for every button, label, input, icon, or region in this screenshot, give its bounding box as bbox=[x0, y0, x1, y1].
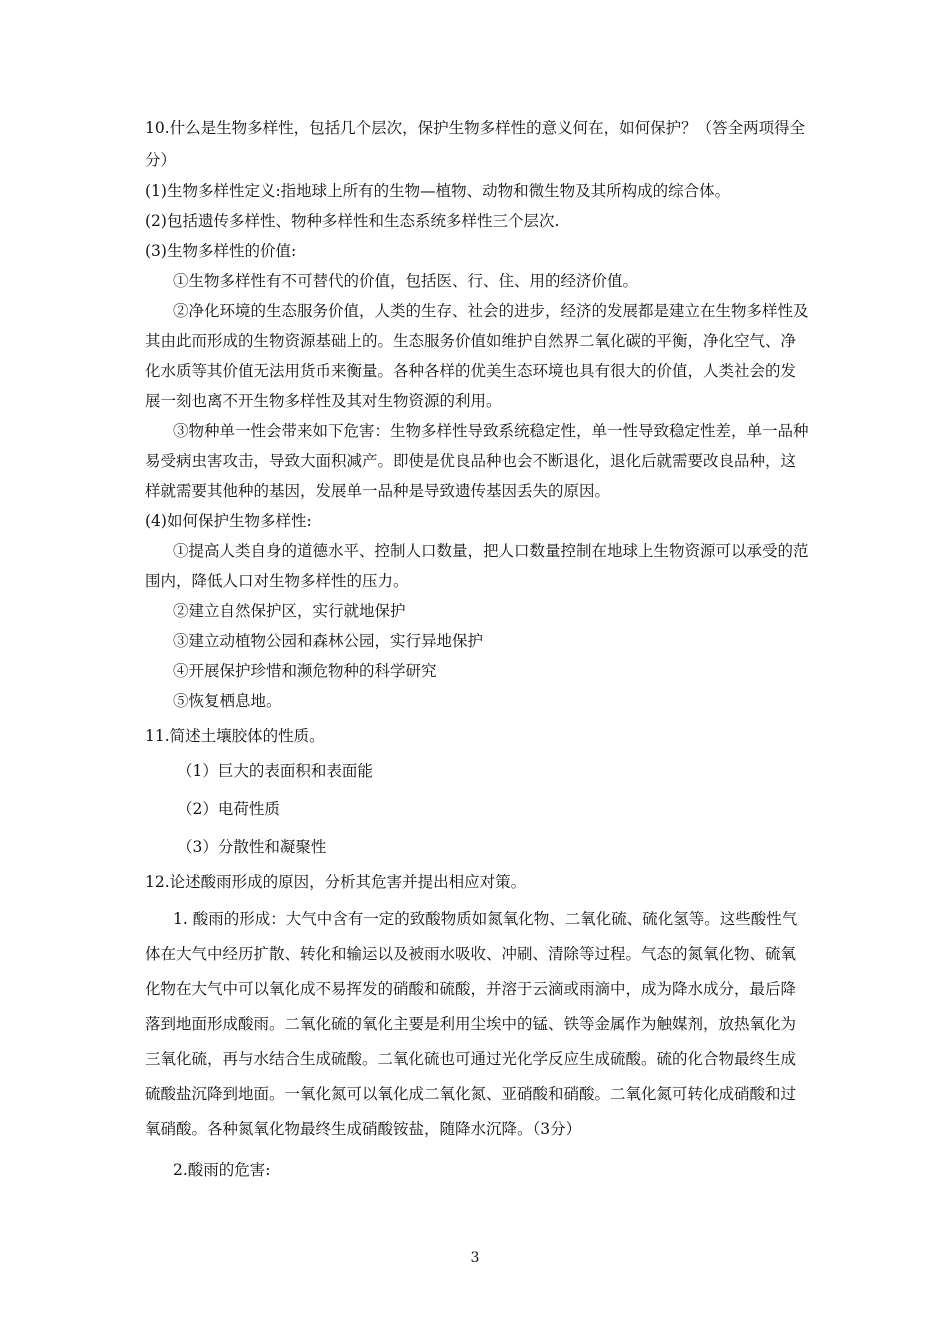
measure-2: ②建立自然保护区，实行就地保护 bbox=[173, 602, 406, 620]
question-10: 10.什么是生物多样性，包括几个层次，保护生物多样性的意义何在，如何保护？（答全两项得全分） bbox=[145, 119, 806, 169]
answer-10-1: (1)生物多样性定义:指地球上所有的生物—植物、动物和微生物及其所构成的综合体。 bbox=[145, 182, 731, 200]
item-11-3: （3）分散性和凝聚性 bbox=[177, 838, 327, 856]
value-3: ③物种单一性会带来如下危害：生物多样性导致系统稳定性，单一性导致稳定性差，单一品种易受病虫害攻击，导致大面积减产。即使是优良品种也会不断退化，退化后就需要改良品种，这样就需要其他种的基因，发展单一品种是导致遗传基因丢失的原因。 bbox=[145, 422, 809, 500]
question-12: 12.论述酸雨形成的原因，分析其危害并提出相应对策。 bbox=[145, 873, 527, 891]
measure-5: ⑤恢复栖息地。 bbox=[173, 692, 282, 710]
measure-4: ④开展保护珍惜和濒危物种的科学研究 bbox=[173, 662, 437, 680]
page-content bbox=[145, 112, 810, 1188]
answer-10-2: (2)包括遗传多样性、物种多样性和生态系统多样性三个层次. bbox=[145, 212, 560, 230]
item-11-1: （1）巨大的表面积和表面能 bbox=[177, 762, 373, 780]
measure-3: ③建立动植物公园和森林公园，实行异地保护 bbox=[173, 632, 484, 650]
answer-10-3: (3)生物多样性的价值: bbox=[145, 242, 297, 260]
answer-12-1: 1. 酸雨的形成：大气中含有一定的致酸物质如氮氧化物、二氧化硫、硫化氢等。这些酸性气体在大气中经历扩散、转化和输运以及被雨水吸收、冲刷、清除等过程。气态的氮氧化物、硫氧化物在大气中可以氧化成不易挥发的硝酸和硫酸，并溶于云滴或雨滴中，成为降水成分，最后降落到地面形成酸雨。二氧化硫的氧化主要是利用尘埃中的锰、铁等金属作为触媒剂，放热氧化为三氧化硫，再与水结合生成硫酸。二氧化硫也可通过光化学反应生成硫酸。硫的化合物最终生成硫酸盐沉降到地面。一氧化氮可以氧化成二氧化氮、亚硝酸和硝酸。二氧化氮可转化成硝酸和过氧硝酸。各种氮氧化物最终生成硝酸铵盐，随降水沉降。（3分） bbox=[145, 910, 798, 1138]
answer-12-2: 2.酸雨的危害: bbox=[173, 1161, 271, 1179]
item-11-2: （2）电荷性质 bbox=[177, 800, 280, 818]
answer-10-4: (4)如何保护生物多样性: bbox=[145, 512, 312, 530]
page-number: 3 bbox=[470, 1250, 480, 1266]
value-2: ②净化环境的生态服务价值，人类的生存、社会的进步，经济的发展都是建立在生物多样性及其由此而形成的生物资源基础上的。生态服务价值如维护自然界二氧化碳的平衡，净化空气、净化水质等其价值无法用货币来衡量。各种各样的优美生态环境也具有很大的价值，人类社会的发展一刻也离不开生物多样性及其对生物资源的利用。 bbox=[145, 302, 809, 410]
measure-1: ①提高人类自身的道德水平、控制人口数量，把人口数量控制在地球上生物资源可以承受的范围内，降低人口对生物多样性的压力。 bbox=[145, 542, 809, 590]
question-11: 11.简述土壤胶体的性质。 bbox=[145, 727, 325, 745]
value-1: ①生物多样性有不可替代的价值，包括医、行、住、用的经济价值。 bbox=[173, 272, 639, 290]
